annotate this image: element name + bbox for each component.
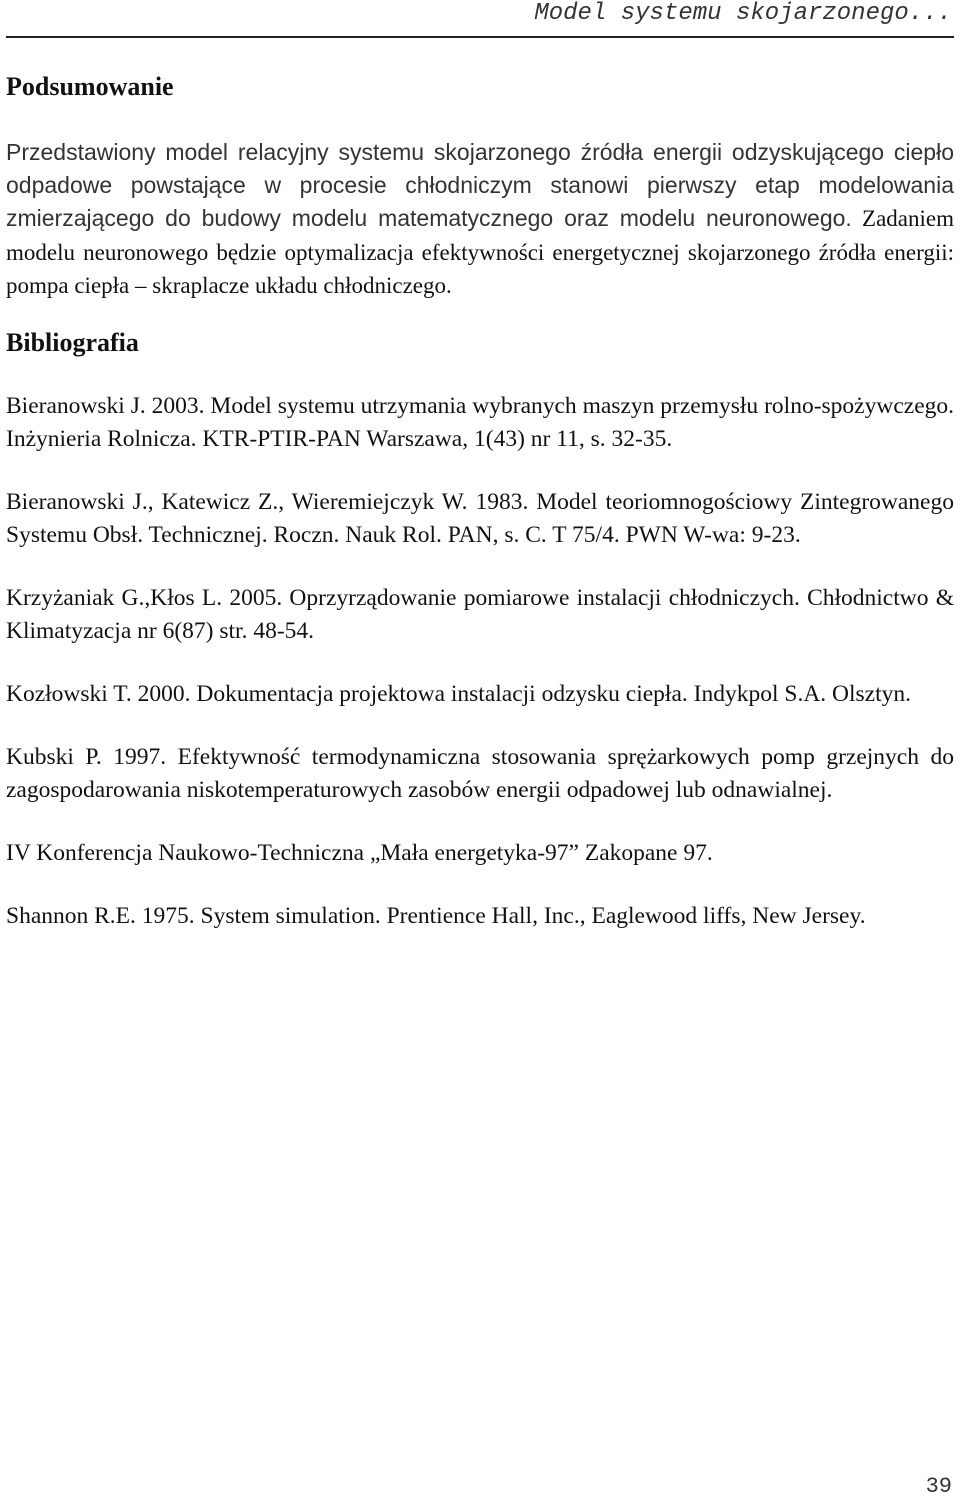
- reference-list: [6, 390, 954, 933]
- summary-heading: Podsumowanie: [6, 72, 174, 101]
- page-number: 39: [925, 1474, 952, 1499]
- summary-text-part1: Przedstawiony model relacyjny systemu skojarzonego źródła energii odzyskującego ciepło odpadowe powstające w procesie chłodniczym stanowi pierwszy etap modelowania zmierzającego do budowy modelu matematycznego oraz modelu neuronowego.: [6, 139, 954, 232]
- bibliography-heading: Bibliografia: [6, 328, 139, 358]
- summary-text-part2: Zadaniem modelu neuronowego będzie optymalizacja efektywności energetycznej skojarzonego źródła energii: pompa ciepła – skraplacze układu chłodniczego.: [6, 206, 954, 298]
- reference-item: Shannon R.E. 1975. System simulation. Prentience Hall, Inc., Eaglewood liffs, New Jersey.: [6, 903, 866, 930]
- reference-item: Kubski P. 1997. Efektywność termodynamiczna stosowania sprężarkowych pomp grzejnych do zagospodarowania niskotemperaturowych zasobów energii odpadowej lub odnawialnej.: [6, 744, 954, 804]
- page-content: [6, 70, 954, 933]
- header-rule: [6, 36, 954, 38]
- reference-item: Bieranowski J., Katewicz Z., Wieremiejczyk W. 1983. Model teoriomnogościowy Zintegrowanego Systemu Obsł. Technicznej. Roczn. Nauk Rol. PAN, s. C. T 75/4. PWN W-wa: 9-23.: [6, 489, 954, 549]
- reference-item: IV Konferencja Naukowo-Techniczna „Mała energetyka-97” Zakopane 97.: [6, 840, 713, 867]
- running-header: Model systemu skojarzonego...: [534, 0, 952, 27]
- reference-item: Kozłowski T. 2000. Dokumentacja projektowa instalacji odzysku ciepła. Indykpol S.A. Olsztyn.: [6, 681, 912, 708]
- reference-item: Krzyżaniak G.,Kłos L. 2005. Oprzyrządowanie pomiarowe instalacji chłodniczych. Chłodnictwo & Klimatyzacja nr 6(87) str. 48-54.: [6, 585, 954, 645]
- summary-paragraph: [6, 136, 954, 302]
- reference-item: Bieranowski J. 2003. Model systemu utrzymania wybranych maszyn przemysłu rolno-spożywczego. Inżynieria Rolnicza. KTR-PTIR-PAN Warszawa, 1(43) nr 11, s. 32-35.: [6, 393, 954, 453]
